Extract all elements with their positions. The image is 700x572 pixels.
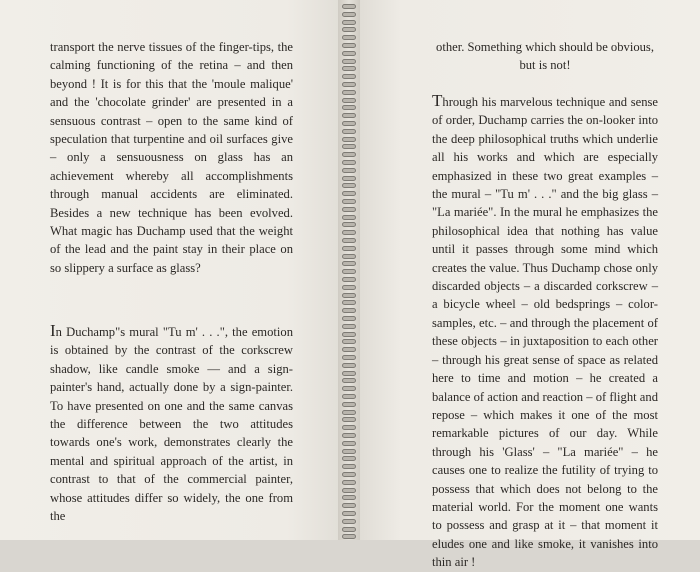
- left-page: [0, 0, 338, 540]
- binding-coil: [342, 20, 356, 25]
- right-paragraph-1-text: other. Something which should be obvious, but is not!: [436, 40, 654, 73]
- binding-coil: [342, 394, 356, 399]
- binding-coil: [342, 191, 356, 196]
- binding-coil: [342, 246, 356, 251]
- binding-coil: [342, 129, 356, 134]
- left-paragraph-2-body: [50, 322, 293, 525]
- binding-coil: [342, 207, 356, 212]
- binding-coil: [342, 488, 356, 493]
- binding-coil: [342, 152, 356, 157]
- binding-coil: [342, 230, 356, 235]
- binding-coil: [342, 495, 356, 500]
- binding-coil: [342, 285, 356, 290]
- binding-coil: [342, 449, 356, 454]
- binding-coil: [342, 347, 356, 352]
- binding-coil: [342, 98, 356, 103]
- right-paragraph-2-text: hrough his marvelous technique and sense of order, Duchamp carries the on-looker into the deep philosophical truths which underlie all his works and which are especially emphasized in these two great examples – the mural – "Tu m' . . ." and the big glass – "La mariée". In the mural he emphasizes the philosophical idea that nothing has value until it passes through some mind which creates the value. Thus Duchamp chose only discarded objects – a discarded corkscrew – a bicycle wheel – old bedsprings – color-samples, etc. – and through the placement of these objects – in juxtaposition to each other – through his great sense of space as related here to time and motion – he created a balance of action and reaction – of flight and repose – which makes it one of the most remarkable pictures of our day. While through his 'Glass' – "La mariée" – he causes one to realize the futility of trying to possess that which does not belong to the material world. For the moment one wants to possess and grasp at it – that moment it eludes one and like smoke, it vanishes into thin air !: [432, 95, 658, 570]
- binding-coil: [342, 176, 356, 181]
- binding-coil: [342, 456, 356, 461]
- binding-coil: [342, 168, 356, 173]
- binding-coil: [342, 363, 356, 368]
- binding-coil: [342, 386, 356, 391]
- binding-coil: [342, 519, 356, 524]
- binding-coil: [342, 293, 356, 298]
- binding-coil: [342, 90, 356, 95]
- binding-coil: [342, 472, 356, 477]
- binding-coil: [342, 215, 356, 220]
- binding-coil: [342, 199, 356, 204]
- binding-coil: [342, 534, 356, 539]
- binding-coil: [342, 27, 356, 32]
- binding-coil: [342, 12, 356, 17]
- binding-coil: [342, 433, 356, 438]
- binding-coil: [342, 402, 356, 407]
- binding-coil: [342, 183, 356, 188]
- binding-coil: [342, 82, 356, 87]
- binding-coil: [342, 238, 356, 243]
- binding-coil: [342, 222, 356, 227]
- binding-coil: [342, 371, 356, 376]
- right-paragraph-2-body: [432, 92, 658, 572]
- left-drop-cap: I: [50, 321, 56, 340]
- binding-coil: [342, 417, 356, 422]
- spiral-binding: [338, 0, 360, 540]
- binding-coil: [342, 105, 356, 110]
- binding-coil: [342, 66, 356, 71]
- binding-coil: [342, 316, 356, 321]
- binding-coil: [342, 160, 356, 165]
- binding-coil: [342, 113, 356, 118]
- binding-coil: [342, 511, 356, 516]
- left-paragraph-1: [50, 38, 293, 277]
- binding-coil: [342, 441, 356, 446]
- binding-coil: [342, 59, 356, 64]
- binding-coil: [342, 503, 356, 508]
- binding-coil: [342, 332, 356, 337]
- left-paragraph-1-text: transport the nerve tissues of the finger-tips, the calming functioning of the retina – and then beyond ! It is for this that the 'moule malique' and the 'chocolate grinder' are presented in a sensuous contrast – open to the same kind of speculation that turpentine and oil surfaces give – only a sensuousness on glass has an achievement whereby all accomplishments through manual accidents are eliminated. Besides a new technique has been evolved. What magic has Duchamp used that the weight of the lead and the paint stay in their place on so slippery a surface as glass?: [50, 40, 293, 275]
- binding-coil: [342, 144, 356, 149]
- binding-coil: [342, 277, 356, 282]
- right-paragraph-2: [432, 92, 658, 572]
- right-page: [360, 0, 700, 570]
- binding-coil: [342, 300, 356, 305]
- binding-coil: [342, 355, 356, 360]
- binding-coil: [342, 339, 356, 344]
- binding-coil: [342, 308, 356, 313]
- binding-coil: [342, 378, 356, 383]
- binding-coil: [342, 43, 356, 48]
- binding-coil: [342, 261, 356, 266]
- binding-coil: [342, 410, 356, 415]
- binding-coil: [342, 425, 356, 430]
- binding-coil: [342, 269, 356, 274]
- left-paragraph-2: [50, 322, 293, 525]
- binding-coil: [342, 121, 356, 126]
- binding-coil: [342, 527, 356, 532]
- left-paragraph-2-text: n Duchamp"s mural "Tu m' . . .", the emotion is obtained by the contrast of the corkscrew shadow, like candle smoke — and a sign-painter's hand, actually done by a sign-painter. To have presented on one and the same canvas the difference between the two attitudes towards one's work, demonstrates clearly the mental and spiritual approach of the artist, in contrast to that of the commercial painter, whose attitudes differ so widely, the one from the: [50, 325, 293, 524]
- right-paragraph-1: [432, 38, 658, 75]
- binding-coil: [342, 51, 356, 56]
- binding-coil: [342, 35, 356, 40]
- binding-coil: [342, 464, 356, 469]
- binding-coil: [342, 74, 356, 79]
- binding-coil: [342, 137, 356, 142]
- right-drop-cap: T: [432, 91, 443, 110]
- binding-coil: [342, 254, 356, 259]
- binding-coil: [342, 480, 356, 485]
- binding-coil: [342, 4, 356, 9]
- binding-coil: [342, 324, 356, 329]
